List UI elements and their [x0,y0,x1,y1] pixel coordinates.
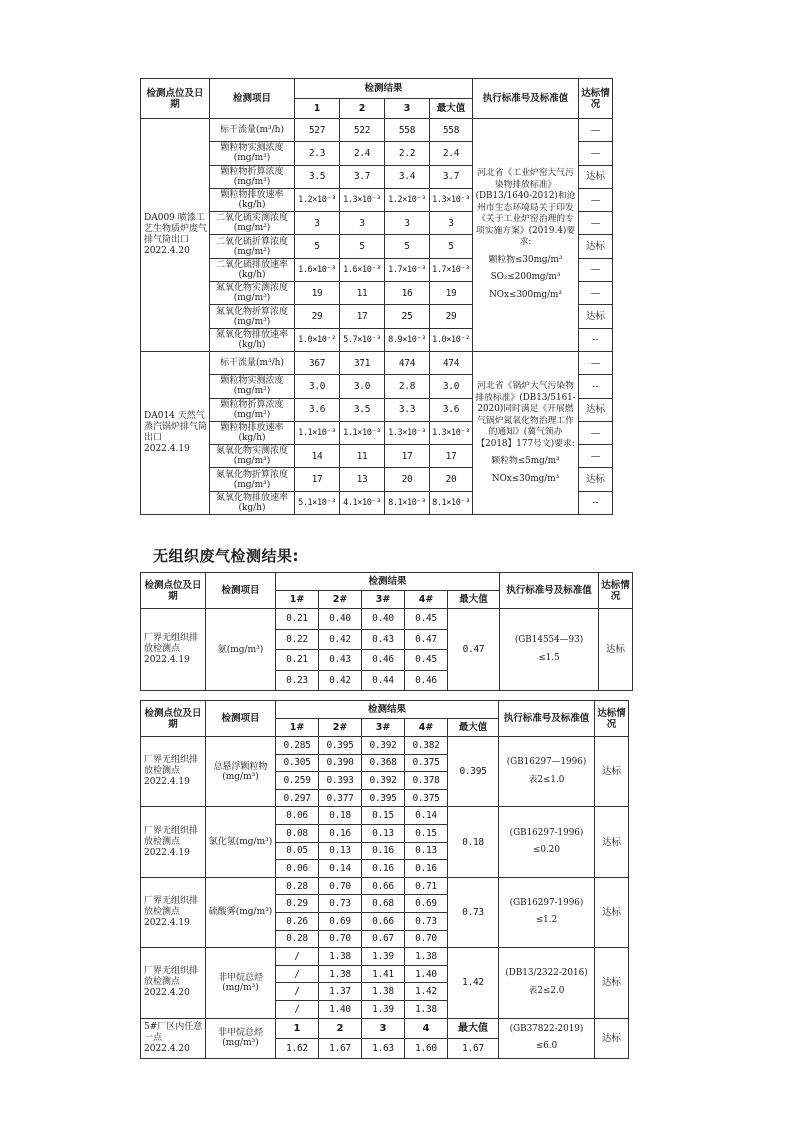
item-cell: 氮氧化物折算浓度(mg/m³) [210,468,295,491]
value-cell: 1.40 [405,965,448,983]
value-cell: 5.7×10⁻³ [340,328,385,351]
item-cell: 氨(mg/m³) [206,609,276,691]
value-cell: 0.382 [405,737,448,755]
sub-header-cell: 4 [405,1018,448,1038]
value-cell: 17 [430,445,473,468]
value-cell: 1.40 [319,1000,362,1018]
value-cell: 0.44 [362,670,405,691]
value-cell: 1.38 [405,948,448,966]
value-cell: 19 [295,282,340,305]
standard-line: 颗粒物≤30mg/m³ [488,254,563,265]
table-fugitive-emissions [140,700,628,1059]
value-cell: 0.18 [319,807,362,825]
header-col-1: 1 [295,99,340,119]
value-cell: 3.5 [340,398,385,421]
max-cell: 0.18 [448,807,499,877]
sub-header-cell: 2 [319,1018,362,1038]
value-cell: 3.0 [430,375,473,398]
header-col-max: 最大值 [430,99,473,119]
header-standard: 执行标准号及标准值 [499,701,595,737]
header-col-max: 最大值 [448,719,499,737]
status-cell: 达标 [579,165,613,188]
max-cell: 0.73 [448,877,499,947]
value-cell: 3 [385,212,430,235]
emissions-table-1 [140,78,613,515]
standard-line: NOx≤300mg/m³ [489,289,562,300]
value-cell: 0.378 [405,772,448,790]
value-cell: 2.8 [385,375,430,398]
table-ammonia [140,572,632,691]
header-col-3: 3# [362,719,405,737]
value-cell: 0.395 [362,789,405,807]
header-col-3: 3 [385,99,430,119]
standard-cell [473,351,579,514]
item-cell: 总悬浮颗粒物(mg/m³) [206,737,276,807]
value-cell: 0.14 [319,860,362,878]
value-cell: 0.70 [405,930,448,948]
value-cell: 474 [385,351,430,374]
status-cell: 达标 [595,737,629,807]
location-cell: 厂界无组织排放检测点 2022.4.19 [141,807,206,877]
value-cell: 558 [385,119,430,142]
standard-line: (GB14554—93) [514,635,584,645]
value-cell: 5.1×10⁻³ [295,491,340,514]
emissions-table-3 [140,700,629,1059]
table-organized-emissions [140,78,612,515]
header-status: 达标情况 [599,573,633,609]
value-cell: 3.7 [430,165,473,188]
value-cell: 17 [295,468,340,491]
value-cell: 3.7 [340,165,385,188]
value-cell: 0.390 [319,754,362,772]
sub-header-cell: 3 [362,1018,405,1038]
value-cell: 0.40 [319,609,362,630]
status-cell: 达标 [579,398,613,421]
header-results: 检测结果 [276,701,499,719]
item-cell: 二氧化硫折算浓度(mg/m³) [210,235,295,258]
value-cell: 1.38 [405,1000,448,1018]
status-cell: — [579,421,613,444]
max-cell: 0.395 [448,737,499,807]
value-cell: 1.2×10⁻³ [295,188,340,211]
value-cell: 4.1×10⁻³ [340,491,385,514]
value-cell: 29 [295,305,340,328]
value-cell: 1.38 [319,948,362,966]
location-cell: 厂界无组织排放检测点 2022.4.19 [141,877,206,947]
max-cell: 1.42 [448,948,499,1018]
value-cell: 1.6×10⁻³ [340,258,385,281]
header-col-1: 1# [276,591,319,609]
value-cell: 17 [340,305,385,328]
value-cell: 0.08 [276,824,319,842]
header-results: 检测结果 [295,79,473,99]
value-cell: 1.0×10⁻² [295,328,340,351]
table-row [141,877,629,895]
item-cell: 颗粒物折算浓度(mg/m³) [210,165,295,188]
value-cell: 3.0 [340,375,385,398]
status-cell: 达标 [595,807,629,877]
table-row [141,609,633,630]
value-cell: 16 [385,282,430,305]
value-cell: 3.4 [385,165,430,188]
value-cell: 1.39 [362,1000,405,1018]
value-cell: 13 [340,468,385,491]
status-cell: — [579,212,613,235]
item-cell: 颗粒物实测浓度(mg/m³) [210,142,295,165]
value-cell: 0.259 [276,772,319,790]
item-cell: 氮氧化物实测浓度(mg/m³) [210,282,295,305]
value-cell: 3.5 [295,165,340,188]
value-cell: 1.63 [362,1038,405,1058]
item-cell: 颗粒物折算浓度(mg/m³) [210,398,295,421]
value-cell: 0.42 [319,629,362,650]
value-cell: 1.67 [319,1038,362,1058]
value-cell: 1.67 [448,1038,499,1058]
header-col-2: 2 [340,99,385,119]
value-cell: 0.22 [276,629,319,650]
value-cell: 1.60 [405,1038,448,1058]
section-heading: 无组织废气检测结果: [153,547,299,565]
value-cell: 25 [385,305,430,328]
value-cell: 0.45 [405,650,448,671]
value-cell: 0.21 [276,609,319,630]
standard-line: (DB13/2322-2016) [505,968,588,979]
value-cell: 1.1×10⁻³ [295,421,340,444]
value-cell: 20 [385,468,430,491]
value-cell: / [276,965,319,983]
value-cell: 367 [295,351,340,374]
item-cell: 氯化氢(mg/m³) [206,807,276,877]
value-cell: 0.66 [362,877,405,895]
standard-line: (GB16297-1996) [509,897,584,908]
value-cell: 5 [295,235,340,258]
value-cell: 0.46 [405,670,448,691]
value-cell: 0.47 [405,629,448,650]
value-cell: 0.393 [319,772,362,790]
value-cell: 2.4 [430,142,473,165]
header-col-2: 2# [319,591,362,609]
standard-line: SO₂≤200mg/m³ [490,272,561,283]
status-cell: 达标 [595,1018,629,1058]
value-cell: 0.14 [405,807,448,825]
value-cell: 3 [340,212,385,235]
value-cell: / [276,1000,319,1018]
value-cell: 1.38 [319,965,362,983]
item-cell: 二氧化硫实测浓度(mg/m³) [210,212,295,235]
value-cell: 11 [340,445,385,468]
standard-line: (GB16297-1996) [509,827,584,838]
value-cell: 1.39 [362,948,405,966]
value-cell: 474 [430,351,473,374]
sub-header-cell: 1 [276,1018,319,1038]
value-cell: 0.297 [276,789,319,807]
value-cell: 1.3×10⁻³ [340,188,385,211]
location-cell: 5#厂区内任意一点 2022.4.20 [141,1018,206,1058]
value-cell: 3 [430,212,473,235]
standard-cell [499,1018,595,1058]
standard-line: (GB37822-2019) [509,1023,584,1034]
value-cell: 2.2 [385,142,430,165]
value-cell: 3.6 [430,398,473,421]
value-cell: 0.392 [362,737,405,755]
value-cell: 0.392 [362,772,405,790]
item-cell: 颗粒物排放速率(kg/h) [210,421,295,444]
standard-line: ≤6.0 [535,1041,558,1051]
value-cell: 0.28 [276,877,319,895]
value-cell: 3 [295,212,340,235]
item-cell: 氮氧化物折算浓度(mg/m³) [210,305,295,328]
value-cell: 2.3 [295,142,340,165]
header-location: 检测点位及日期 [141,701,206,737]
value-cell: 371 [340,351,385,374]
location-cell: 厂界无组织排放检测点 2022.4.19 [141,737,206,807]
item-cell: 颗粒物实测浓度(mg/m³) [210,375,295,398]
value-cell: 0.43 [319,650,362,671]
value-cell: 0.21 [276,650,319,671]
table-row [141,948,629,966]
item-cell: 标干流量(m³/h) [210,119,295,142]
status-cell: 达标 [595,948,629,1018]
value-cell: 0.46 [362,650,405,671]
item-cell: 非甲烷总烃(mg/m³) [206,948,276,1018]
value-cell: 8.1×10⁻³ [385,491,430,514]
standard-line: ≤1.5 [538,652,560,663]
value-cell: 0.73 [405,912,448,930]
standard-line: 表2≤2.0 [528,985,565,996]
value-cell: 1.6×10⁻³ [295,258,340,281]
value-cell: 0.66 [362,912,405,930]
value-cell: 0.15 [362,807,405,825]
value-cell: 0.70 [319,877,362,895]
value-cell: 527 [295,119,340,142]
value-cell: 1.0×10⁻² [430,328,473,351]
status-cell: — [579,119,613,142]
standard-line: (GB16297—1996) [506,757,587,768]
header-col-1: 1# [276,719,319,737]
location-cell: 厂界无组织排放检测点 2022.4.19 [141,609,206,691]
value-cell: 0.13 [405,842,448,860]
status-cell: — [579,351,613,374]
table-row [141,351,613,374]
table-row [141,737,629,755]
status-cell: 达标 [579,235,613,258]
value-cell: 11 [340,282,385,305]
table-row [141,807,629,825]
standard-cell [499,948,595,1018]
value-cell: 0.13 [362,824,405,842]
value-cell: 3.6 [295,398,340,421]
item-cell: 氮氧化物排放速率(kg/h) [210,328,295,351]
value-cell: 0.16 [319,824,362,842]
item-cell: 氮氧化物排放速率(kg/h) [210,491,295,514]
standard-line: 表2≤1.0 [528,774,565,785]
value-cell: 0.16 [362,860,405,878]
value-cell: 8.9×10⁻³ [385,328,430,351]
value-cell: 0.69 [319,912,362,930]
header-col-max: 最大值 [448,591,500,609]
max-cell: 0.47 [448,609,500,691]
value-cell: 0.05 [276,842,319,860]
value-cell: 0.16 [362,842,405,860]
location-cell: DA009 喷漆工艺生物质炉废气排气筒出口 2022.4.20 [141,119,210,352]
status-cell: — [579,445,613,468]
value-cell: 0.375 [405,789,448,807]
value-cell: 1.3×10⁻³ [430,421,473,444]
value-cell: 558 [430,119,473,142]
value-cell: 3.3 [385,398,430,421]
value-cell: 0.305 [276,754,319,772]
value-cell: 0.70 [319,930,362,948]
status-cell: — [579,258,613,281]
value-cell: 2.4 [340,142,385,165]
value-cell: 1.38 [362,983,405,1001]
value-cell: 0.42 [319,670,362,691]
header-status: 达标情况 [595,701,629,737]
value-cell: 0.375 [405,754,448,772]
value-cell: 20 [430,468,473,491]
value-cell: 0.26 [276,912,319,930]
status-cell: — [579,142,613,165]
standard-line: 河北省《工业炉窑大气污染物排放标准》(DB13/1640-2012)和沧州市生态环境局关于印发《关于工业炉窑治理的专项实施方案》(2019.4)要求: [475,168,576,248]
value-cell: 0.15 [405,824,448,842]
value-cell: 0.13 [319,842,362,860]
status-cell: 达标 [595,877,629,947]
value-cell: 0.06 [276,807,319,825]
value-cell: 8.1×10⁻³ [430,491,473,514]
value-cell: 0.377 [319,789,362,807]
value-cell: 1.37 [319,983,362,1001]
item-cell: 非甲烷总烃(mg/m³) [206,1018,276,1058]
value-cell: 17 [385,445,430,468]
value-cell: 0.16 [405,860,448,878]
header-col-2: 2# [319,719,362,737]
value-cell: 3.0 [295,375,340,398]
emissions-table-2 [140,572,633,691]
value-cell: 1.3×10⁻³ [430,188,473,211]
value-cell: 522 [340,119,385,142]
standard-cell [499,737,595,807]
value-cell: 0.23 [276,670,319,691]
item-cell: 标干流量(m³/h) [210,351,295,374]
value-cell: 0.43 [362,629,405,650]
value-cell: 19 [430,282,473,305]
value-cell: 0.45 [405,609,448,630]
standard-line: NOx≤30mg/m³ [491,473,560,484]
standard-line: 河北省《锅炉大气污染物排放标准》(DB13/5161-2020)同时满足《开展燃气锅炉氮氧化物治理工作的通知》(冀气领办【2018】177号文)要求: [475,381,576,449]
value-cell: 29 [430,305,473,328]
value-cell: / [276,948,319,966]
value-cell: 0.71 [405,877,448,895]
header-status: 达标情况 [579,79,613,119]
value-cell: 1.62 [276,1038,319,1058]
value-cell: 1.7×10⁻³ [430,258,473,281]
table-row [141,119,613,142]
status-cell: 达标 [599,609,633,691]
location-cell: 厂界无组织排放检测点 2022.4.20 [141,948,206,1018]
value-cell: 0.395 [319,737,362,755]
location-cell: DA014 天然气蒸汽锅炉排气筒出口 2022.4.19 [141,351,210,514]
status-cell: — [579,188,613,211]
standard-cell [499,807,595,877]
header-item: 检测项目 [206,701,276,737]
sub-header-cell: 最大值 [448,1018,499,1038]
value-cell: 1.42 [405,983,448,1001]
item-cell: 二氧化硫排放速率(kg/h) [210,258,295,281]
value-cell: 5 [430,235,473,258]
value-cell: 1.1×10⁻³ [340,421,385,444]
status-cell: — [579,282,613,305]
value-cell: 1.7×10⁻³ [385,258,430,281]
item-cell: 氮氧化物实测浓度(mg/m³) [210,445,295,468]
header-location: 检测点位及日期 [141,79,210,119]
header-col-4: 4# [405,719,448,737]
header-location: 检测点位及日期 [141,573,206,609]
header-standard: 执行标准号及标准值 [473,79,579,119]
value-cell: 0.368 [362,754,405,772]
value-cell: 5 [385,235,430,258]
value-cell: 0.68 [362,895,405,913]
item-cell: 硫酸雾(mg/m³) [206,877,276,947]
value-cell: 0.06 [276,860,319,878]
value-cell: 0.29 [276,895,319,913]
header-col-4: 4# [405,591,448,609]
value-cell: 14 [295,445,340,468]
status-cell: -- [579,328,613,351]
status-cell: -- [579,375,613,398]
value-cell: 0.40 [362,609,405,630]
standard-line: 颗粒物≤5mg/m³ [491,456,560,466]
value-cell: 5 [340,235,385,258]
standard-cell [499,877,595,947]
status-cell: -- [579,491,613,514]
value-cell: 0.67 [362,930,405,948]
header-results: 检测结果 [276,573,500,591]
value-cell: 0.28 [276,930,319,948]
value-cell: / [276,983,319,1001]
standard-line: ≤0.20 [533,845,560,856]
table-row [141,1018,629,1038]
header-standard: 执行标准号及标准值 [500,573,599,609]
value-cell: 0.73 [319,895,362,913]
item-cell: 颗粒物排放速率(kg/h) [210,188,295,211]
value-cell: 1.2×10⁻³ [385,188,430,211]
header-col-3: 3# [362,591,405,609]
standard-cell [473,119,579,352]
standard-line: ≤1.2 [535,915,558,926]
standard-cell [500,609,599,691]
header-item: 检测项目 [210,79,295,119]
status-cell: 达标 [579,305,613,328]
value-cell: 1.41 [362,965,405,983]
status-cell: 达标 [579,468,613,491]
value-cell: 0.69 [405,895,448,913]
header-item: 检测项目 [206,573,276,609]
value-cell: 1.3×10⁻³ [385,421,430,444]
value-cell: 0.285 [276,737,319,755]
